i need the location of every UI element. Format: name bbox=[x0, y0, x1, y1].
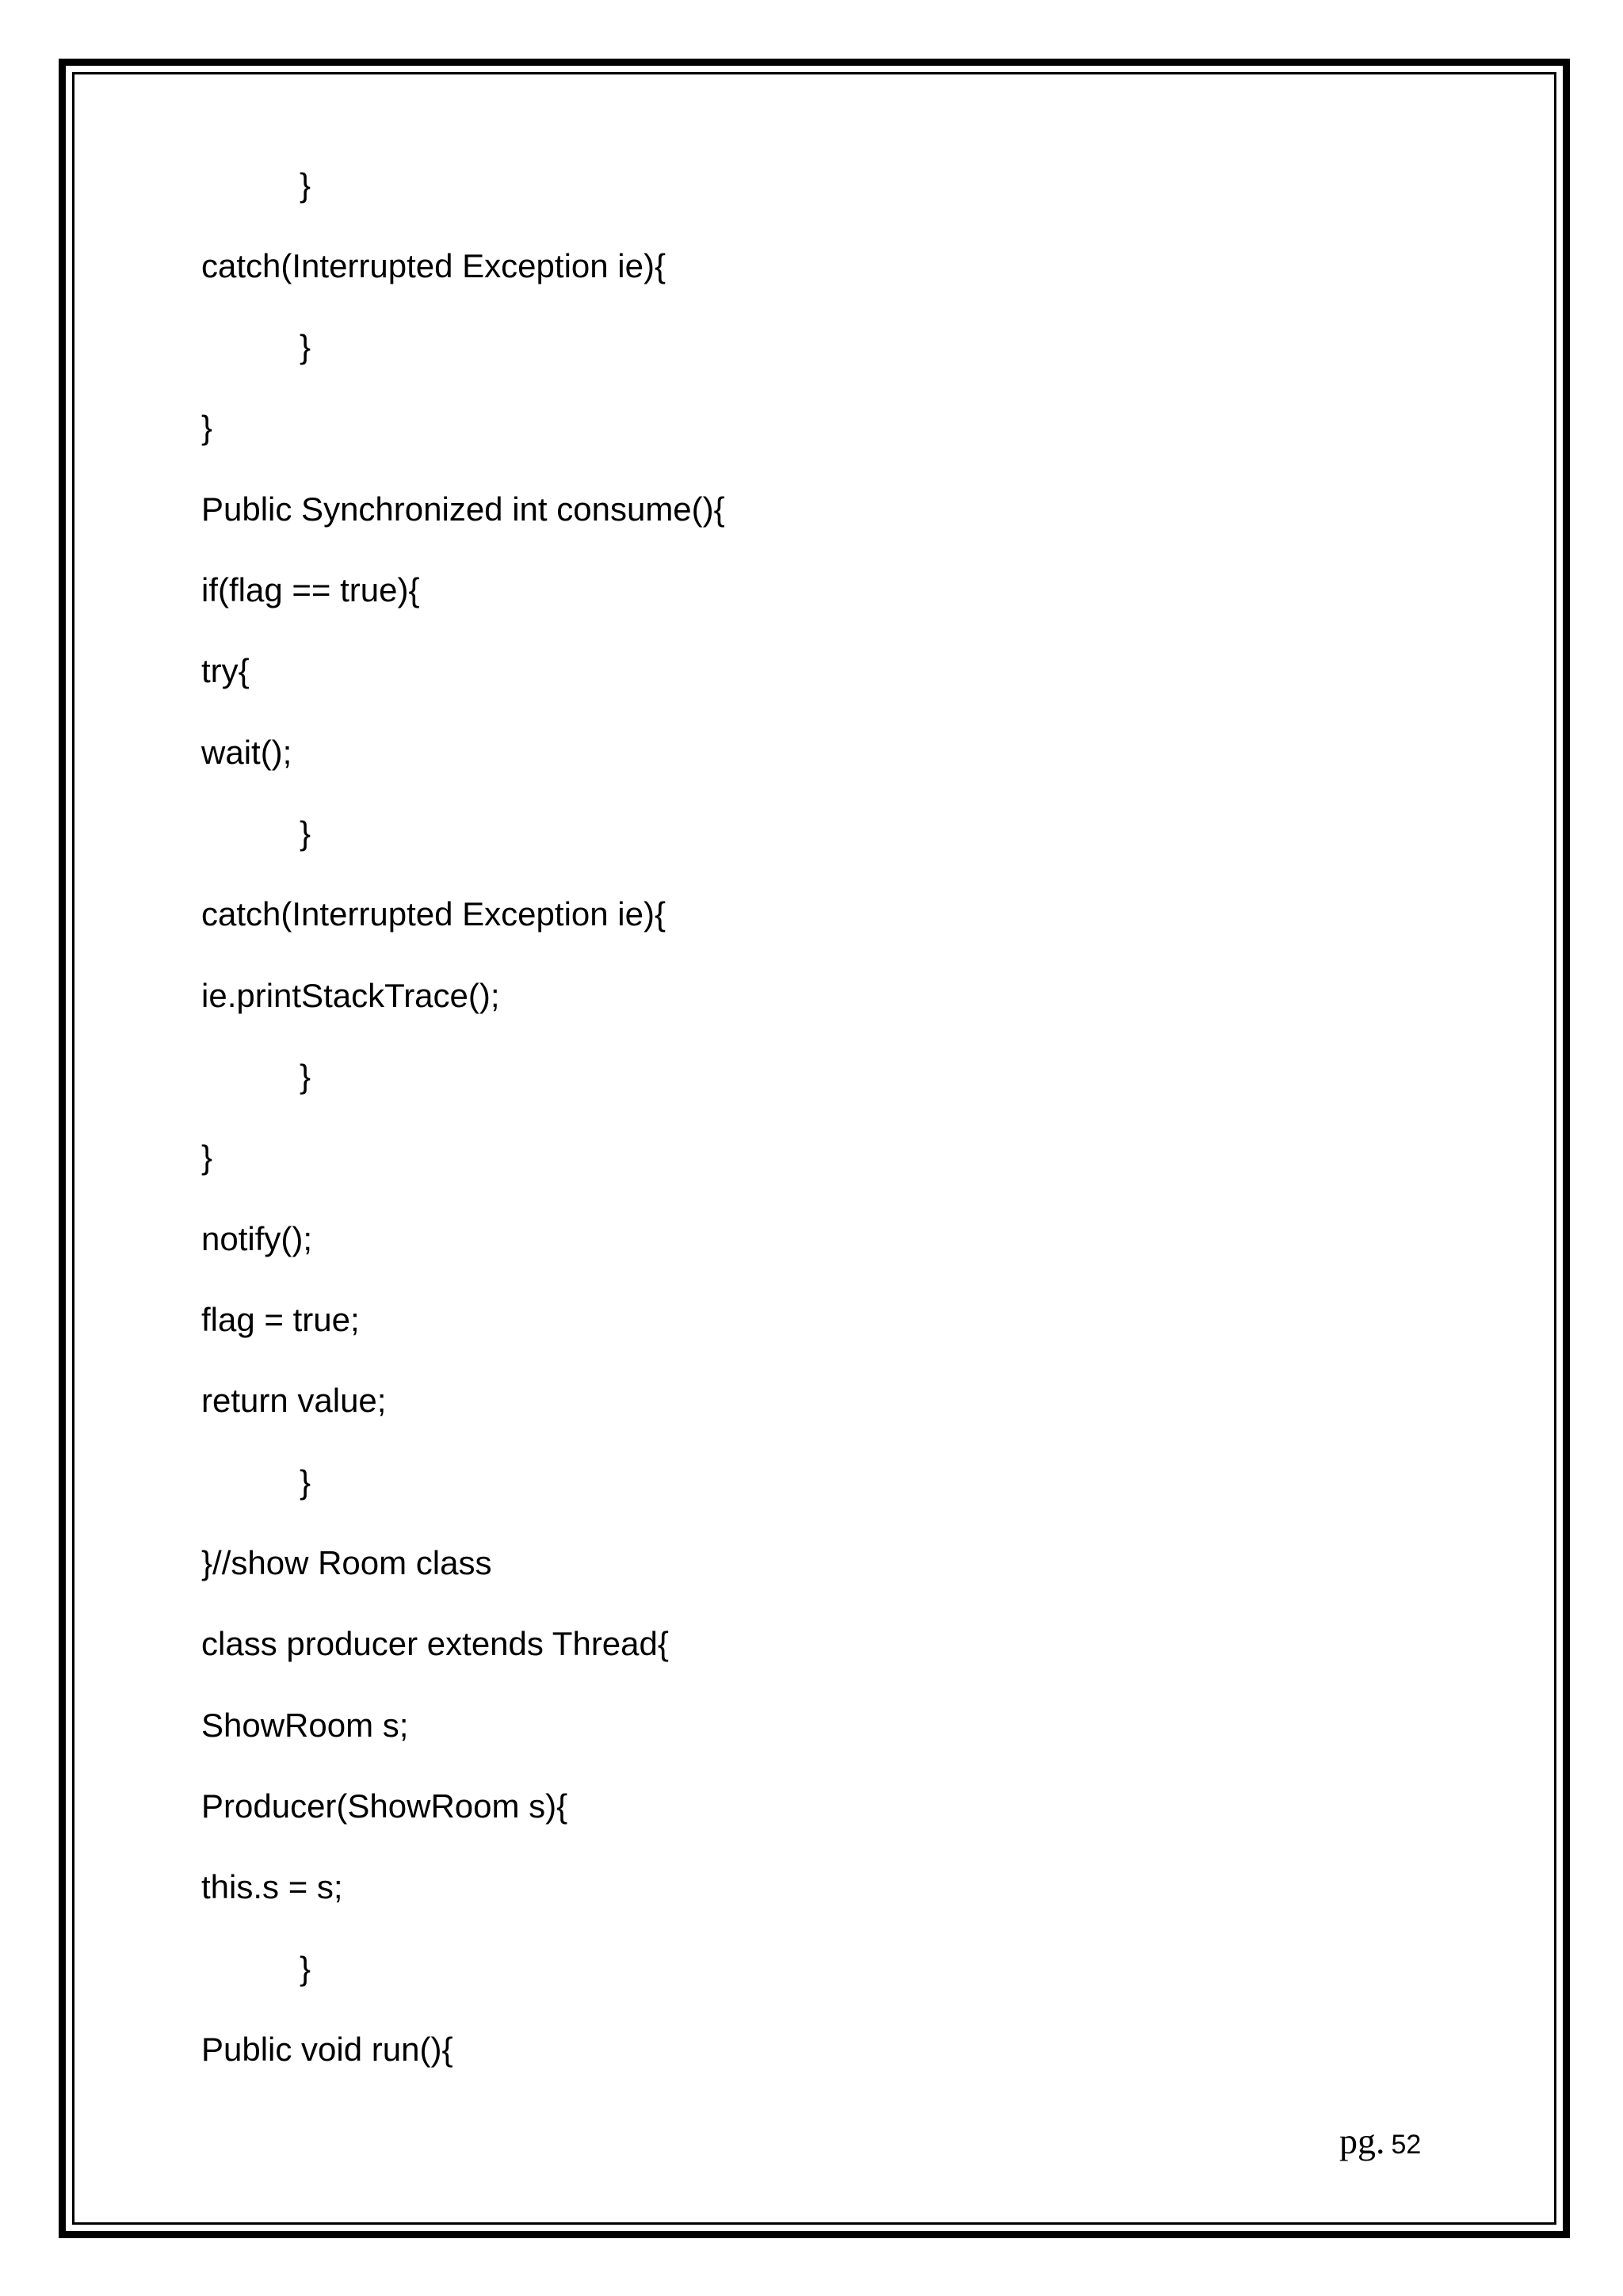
code-line: } bbox=[300, 328, 311, 365]
code-line: this.s = s; bbox=[201, 1868, 343, 1905]
code-line: wait(); bbox=[201, 734, 292, 771]
code-line: ie.printStackTrace(); bbox=[201, 977, 500, 1014]
page-number-value: 52 bbox=[1391, 2130, 1422, 2160]
code-line: class producer extends Thread{ bbox=[201, 1625, 669, 1662]
code-line: } bbox=[300, 1058, 311, 1095]
code-line: if(flag == true){ bbox=[201, 571, 420, 608]
code-line: } bbox=[300, 1463, 311, 1501]
code-line: Producer(ShowRoom s){ bbox=[201, 1787, 568, 1825]
code-line: flag = true; bbox=[201, 1301, 360, 1338]
code-line: } bbox=[201, 409, 213, 446]
code-line: } bbox=[300, 166, 311, 204]
code-line: try{ bbox=[201, 652, 250, 689]
code-line: catch(Interrupted Exception ie){ bbox=[201, 247, 666, 284]
code-line: } bbox=[201, 1138, 213, 1176]
code-line: ShowRoom s; bbox=[201, 1707, 409, 1744]
code-line: }//show Room class bbox=[201, 1544, 492, 1581]
code-line: } bbox=[300, 1950, 311, 1987]
code-line: Public Synchronized int consume(){ bbox=[201, 490, 725, 528]
code-line: notify(); bbox=[201, 1220, 313, 1257]
page-number-label: pg. bbox=[1339, 2121, 1385, 2161]
code-line: catch(Interrupted Exception ie){ bbox=[201, 895, 666, 933]
page-number bbox=[1339, 2120, 1421, 2162]
code-line: return value; bbox=[201, 1382, 387, 1419]
code-line: } bbox=[300, 814, 311, 852]
code-line: Public void run(){ bbox=[201, 2031, 453, 2068]
